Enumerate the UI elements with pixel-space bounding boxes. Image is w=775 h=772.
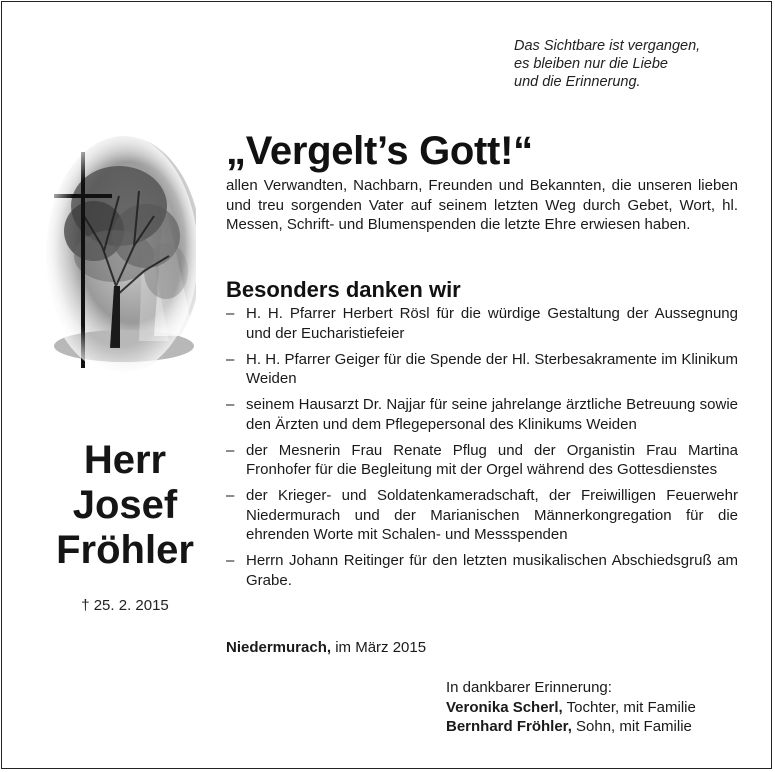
signature-person-relation: Tochter, mit Familie: [562, 698, 696, 716]
dash-icon: –: [226, 552, 235, 569]
deceased-title: Herr: [83, 438, 167, 482]
place-month: im März 2015: [331, 639, 427, 656]
motto: [514, 37, 754, 91]
motto-line: es bleiben nur die Liebe: [514, 56, 668, 72]
signature-person: [446, 698, 746, 718]
dash-icon: –: [226, 305, 235, 322]
thanks-item-text: H. H. Pfarrer Herbert Rösl für die würdige Gestaltung der Aussegnung und der Eucharistiefeier: [246, 305, 738, 342]
signature-person-relation: Sohn, mit Familie: [571, 718, 692, 735]
thanks-item-text: Herrn Johann Reitinger für den letzten musikalischen Abschiedsgruß am Grabe.: [246, 552, 738, 589]
dash-icon: –: [226, 487, 235, 504]
dash-icon: –: [226, 350, 235, 368]
deceased-name: [20, 438, 230, 573]
signature-person: [446, 717, 746, 737]
thanks-item-text: seinem Hausarzt Dr. Najjar für seine jahrelange ärztliche Betreuung sowie den Ärzten und dem Pflegepersonal des Klinikums Weiden: [246, 396, 738, 433]
thanks-item: [226, 395, 738, 434]
thanks-item: [226, 551, 738, 590]
thanks-item: [226, 486, 738, 545]
death-date: † 25. 2. 2015: [81, 597, 169, 614]
place-date: [226, 638, 426, 658]
signature-person-name: Bernhard Fröhler,: [446, 718, 572, 735]
signature: [446, 678, 746, 737]
headline: „Vergelt’s Gott!“: [226, 129, 533, 173]
thanks-item: [226, 350, 738, 389]
motto-line: Das Sichtbare ist vergangen,: [514, 38, 701, 54]
thanks-list: [226, 304, 738, 597]
thanks-item: [226, 441, 738, 480]
motto-line: und die Erinnerung.: [514, 74, 641, 90]
thanks-heading: Besonders danken wir: [226, 277, 461, 302]
thanks-item-text: der Mesnerin Frau Renate Pflug und der Organistin Frau Martina Fronhofer für die Begleitung mit der Orgel während des Gottesdienstes: [246, 441, 738, 478]
dash-icon: –: [226, 396, 235, 413]
signature-person-name: Veronika Scherl,: [446, 698, 563, 716]
intro-text: allen Verwandten, Nachbarn, Freunden und Bekannten, die unseren lieben und treu sorgenden Vater auf seinem letzten Weg durch Gebet, Wort, hl. Messen, Schrift- und Blumenspenden die letzte Ehre erwiesen haben.: [226, 177, 738, 233]
deceased-first-name: Josef: [72, 483, 178, 527]
place-town: Niedermurach,: [226, 639, 332, 656]
deceased-last-name: Fröhler: [56, 528, 194, 572]
thanks-item-text: H. H. Pfarrer Geiger für die Spende der Hl. Sterbesakramente im Klinikum Weiden: [246, 350, 738, 387]
signature-intro: In dankbarer Erinnerung:: [446, 679, 612, 696]
thanks-item-text: der Krieger- und Soldatenkameradschaft, der Freiwilligen Feuerwehr Niedermurach und der Marianischen Männerkongregation für die ehrenden Worte mit Schalen- und Messspenden: [246, 487, 738, 543]
thanks-item: [226, 304, 738, 343]
cross-and-tree-icon: [44, 136, 196, 372]
dash-icon: –: [226, 441, 235, 459]
